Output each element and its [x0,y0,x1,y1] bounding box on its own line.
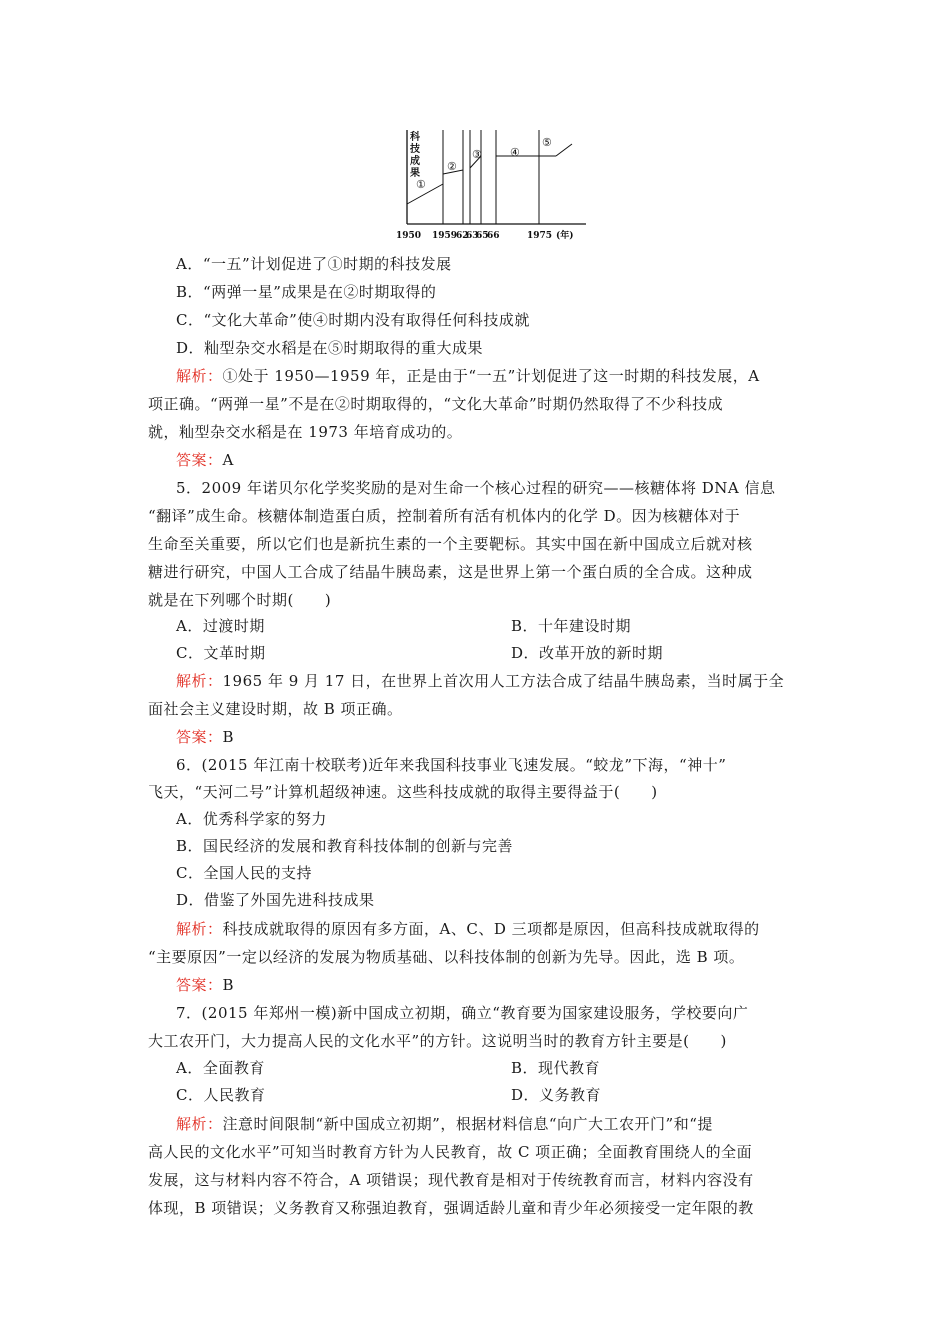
q4-analysis-line-3: 就，籼型杂交水稻是在 1973 年培育成功的。 [148,423,463,441]
q6-analysis-text-1: 科技成就取得的原因有多方面，A、C、D 三项都是原因，但高科技成就取得的 [222,920,760,938]
q7-analysis-text-1: 注意时间限制“新中国成立初期”，根据材料信息“向广大工农开门”和“提 [222,1115,713,1133]
q5-stem-line-1: 5．2009 年诺贝尔化学奖奖励的是对生命一个核心过程的研究——核糖体将 DNA 信息 [176,479,776,497]
q4-option-b: B．“两弹一星”成果是在②时期取得的 [176,283,437,301]
q4-answer-label: 答案： [176,451,223,469]
q4-answer: A [222,451,234,469]
x-unit-year: (年) [556,231,574,241]
q6-answer: B [222,976,235,994]
q6-answer-line [176,972,234,998]
q6-stem-line-1: 6．(2015 年江南十校联考)近年来我国科技事业飞速发展。“蛟龙”下海，“神十” [176,756,727,774]
q6-stem-line-2: 飞天，“天河二号”计算机超级神速。这些科技成就的取得主要得益于( ) [148,783,658,801]
x-tick-1975: 1975 [527,231,553,241]
q4-option-d: D．籼型杂交水稻是在⑤时期取得的重大成果 [176,339,484,357]
trend-segment-5b [556,144,572,156]
q7-analysis-line-4: 体现，B 项错误；义务教育又称强迫教育，强调适龄儿童和青少年必须接受一定年限的教 [148,1199,754,1217]
q4-answer-line [176,447,234,473]
tech-achievement-figure [396,126,596,244]
q5-stem-line-4: 糖进行研究，中国人工合成了结晶牛胰岛素，这是世界上第一个蛋白质的全合成。这种成 [148,563,753,581]
q7-analysis-line-2: 高人民的文化水平”可知当时教育方针为人民教育，故 C 项正确；全面教育围绕人的全面 [148,1143,753,1161]
q6-analysis-line-1 [176,916,760,942]
q6-option-c: C．全国人民的支持 [176,864,312,882]
period-mark-4: ④ [510,146,520,159]
q7-option-a: A．全面教育 [176,1059,265,1077]
period-mark-3: ③ [472,148,482,161]
q5-answer-label: 答案： [176,728,223,746]
q6-analysis-line-2: “主要原因”一定以经济的发展为物质基础、以科技体制的创新为先导。因此，选 B 项。 [148,948,745,966]
y-label-char-1: 科 [410,132,420,143]
q6-option-b: B．国民经济的发展和教育科技体制的创新与完善 [176,837,514,855]
q4-analysis-label: 解析： [176,367,223,385]
q4-analysis-line-1 [176,363,760,389]
q5-option-d: D．改革开放的新时期 [511,644,664,662]
q5-analysis-line-2: 面社会主义建设时期，故 B 项正确。 [148,700,403,718]
period-mark-5: ⑤ [542,136,552,149]
q6-option-a: A．优秀科学家的努力 [176,810,327,828]
q4-analysis-text-1: ①处于 1950—1959 年，正是由于“一五”计划促进了这一时期的科技发展，A [222,367,760,385]
q7-stem-line-2: 大工农开门，大力提高人民的文化水平”的方针。这说明当时的教育方针主要是( ) [148,1032,727,1050]
q6-option-d: D．借鉴了外国先进科技成果 [176,891,375,909]
x-tick-66: 66 [487,231,500,241]
x-tick-65: 65 [476,231,489,241]
y-label-char-4: 果 [410,168,420,179]
y-label-char-2: 技 [410,144,420,155]
q7-analysis-line-1 [176,1111,713,1137]
q5-analysis-line-1 [176,668,784,694]
q6-analysis-label: 解析： [176,920,223,938]
q7-analysis-line-3: 发展，这与材料内容不符合，A 项错误；现代教育是相对于传统教育而言，材料内容没有 [148,1171,754,1189]
q5-answer: B [222,728,235,746]
q5-option-b: B．十年建设时期 [511,617,632,635]
q5-option-c: C．文革时期 [176,644,266,662]
tech-achievement-chart [396,126,596,244]
q7-option-c: C．人民教育 [176,1086,266,1104]
q5-option-a: A．过渡时期 [176,617,265,635]
q4-option-c: C．“文化大革命”使④时期内没有取得任何科技成就 [176,311,530,329]
period-mark-1: ① [416,178,426,191]
y-label-char-3: 成 [410,156,420,167]
q6-answer-label: 答案： [176,976,223,994]
q5-answer-line [176,724,234,750]
x-tick-1959: 1959 [432,231,458,241]
period-mark-2: ② [447,160,457,173]
x-tick-62: 62 [456,231,469,241]
q5-stem-line-3: 生命至关重要，所以它们也是新抗生素的一个主要靶标。其实中国在新中国成立后就对核 [148,535,753,553]
q5-stem-line-2: “翻译”成生命。核糖体制造蛋白质，控制着所有活有机体内的化学 D。因为核糖体对于 [148,507,741,525]
q7-analysis-label: 解析： [176,1115,223,1133]
q7-option-d: D．义务教育 [511,1086,602,1104]
q4-analysis-line-2: 项正确。“两弹一星”不是在②时期取得的，“文化大革命”时期仍然取得了不少科技成 [148,395,724,413]
q5-analysis-label: 解析： [176,672,223,690]
q5-analysis-text-1: 1965 年 9 月 17 日，在世界上首次用人工方法合成了结晶牛胰岛素，当时属于全 [222,672,785,690]
q7-option-b: B．现代教育 [511,1059,601,1077]
q7-stem-line-1: 7．(2015 年郑州一模)新中国成立初期，确立“教育要为国家建设服务，学校要向广 [176,1004,749,1022]
x-tick-63: 63 [466,231,479,241]
q4-option-a: A．“一五”计划促进了①时期的科技发展 [176,255,452,273]
q5-stem-line-5: 就是在下列哪个时期( ) [148,591,332,609]
x-tick-1950: 1950 [396,231,422,241]
